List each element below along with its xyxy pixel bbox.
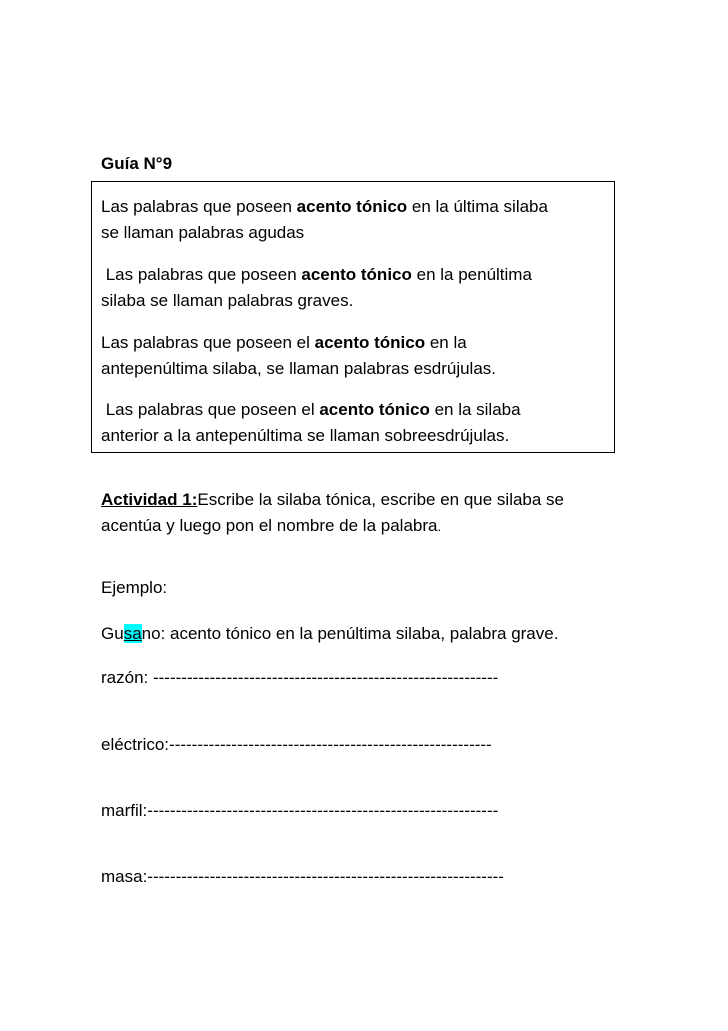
exercise-line bbox=[101, 800, 498, 822]
text-segment: Las palabras que poseen bbox=[101, 197, 297, 216]
text-segment: : acento tónico en la penúltima silaba, palabra grave. bbox=[160, 624, 559, 643]
exercise-word: masa: bbox=[101, 867, 148, 886]
definition-line: antepenúltima silaba, se llaman palabras esdrújulas. bbox=[101, 359, 497, 378]
definition-esdrujulas bbox=[101, 330, 496, 382]
definition-line bbox=[101, 262, 532, 288]
definition-line: silaba se llaman palabras graves. bbox=[101, 291, 354, 310]
activity-instructions bbox=[101, 487, 564, 540]
answer-blank: ------------------------------------------------------------- bbox=[152, 668, 499, 687]
answer-blank: -------------------------------------------------------------- bbox=[147, 801, 499, 820]
example-sentence bbox=[101, 623, 558, 645]
activity-line bbox=[101, 487, 564, 513]
definition-sobreesdrujulas bbox=[101, 397, 521, 449]
definition-graves bbox=[101, 262, 532, 314]
activity-label: Actividad 1: bbox=[101, 490, 198, 509]
exercise-line bbox=[101, 734, 492, 756]
example-heading: Ejemplo: bbox=[101, 578, 168, 597]
definition-agudas bbox=[101, 194, 548, 246]
text-segment: en la silaba bbox=[429, 400, 521, 419]
guide-title: Guía N°9 bbox=[101, 154, 173, 173]
bold-term: acento tónico bbox=[301, 265, 412, 284]
bold-term: acento tónico bbox=[319, 400, 430, 419]
text-segment: Gu bbox=[101, 624, 124, 643]
exercise-word: marfil: bbox=[101, 801, 148, 820]
text-segment: en la penúltima bbox=[411, 265, 532, 284]
definition-line bbox=[101, 397, 521, 423]
exercise-word: eléctrico: bbox=[101, 735, 170, 754]
definition-line: se llaman palabras agudas bbox=[101, 223, 305, 242]
text-segment: en la última silaba bbox=[407, 197, 548, 216]
text-segment: no bbox=[141, 624, 161, 643]
bold-term: acento tónico bbox=[296, 197, 408, 216]
exercise-line bbox=[101, 667, 498, 689]
text-segment: en la bbox=[425, 333, 467, 352]
text-segment: acentúa y luego pon el nombre de la palabra bbox=[101, 516, 438, 535]
definition-line bbox=[101, 194, 548, 220]
definition-line bbox=[101, 330, 496, 356]
answer-blank: --------------------------------------------------------------- bbox=[147, 867, 504, 886]
text-segment: Las palabras que poseen el bbox=[101, 400, 320, 419]
text-segment: Las palabras que poseen bbox=[101, 265, 302, 284]
text-segment: . bbox=[437, 519, 442, 534]
answer-blank: --------------------------------------------------------- bbox=[169, 735, 492, 754]
exercise-line bbox=[101, 866, 504, 888]
highlighted-syllable: sa bbox=[123, 624, 142, 643]
definition-line: anterior a la antepenúltima se llaman sobreesdrújulas. bbox=[101, 426, 510, 445]
exercise-word: razón: bbox=[101, 668, 153, 687]
activity-line bbox=[101, 513, 564, 540]
bold-term: acento tónico bbox=[314, 333, 426, 352]
text-segment: Escribe la silaba tónica, escribe en que silaba se bbox=[197, 490, 565, 509]
text-segment: Las palabras que poseen el bbox=[101, 333, 315, 352]
